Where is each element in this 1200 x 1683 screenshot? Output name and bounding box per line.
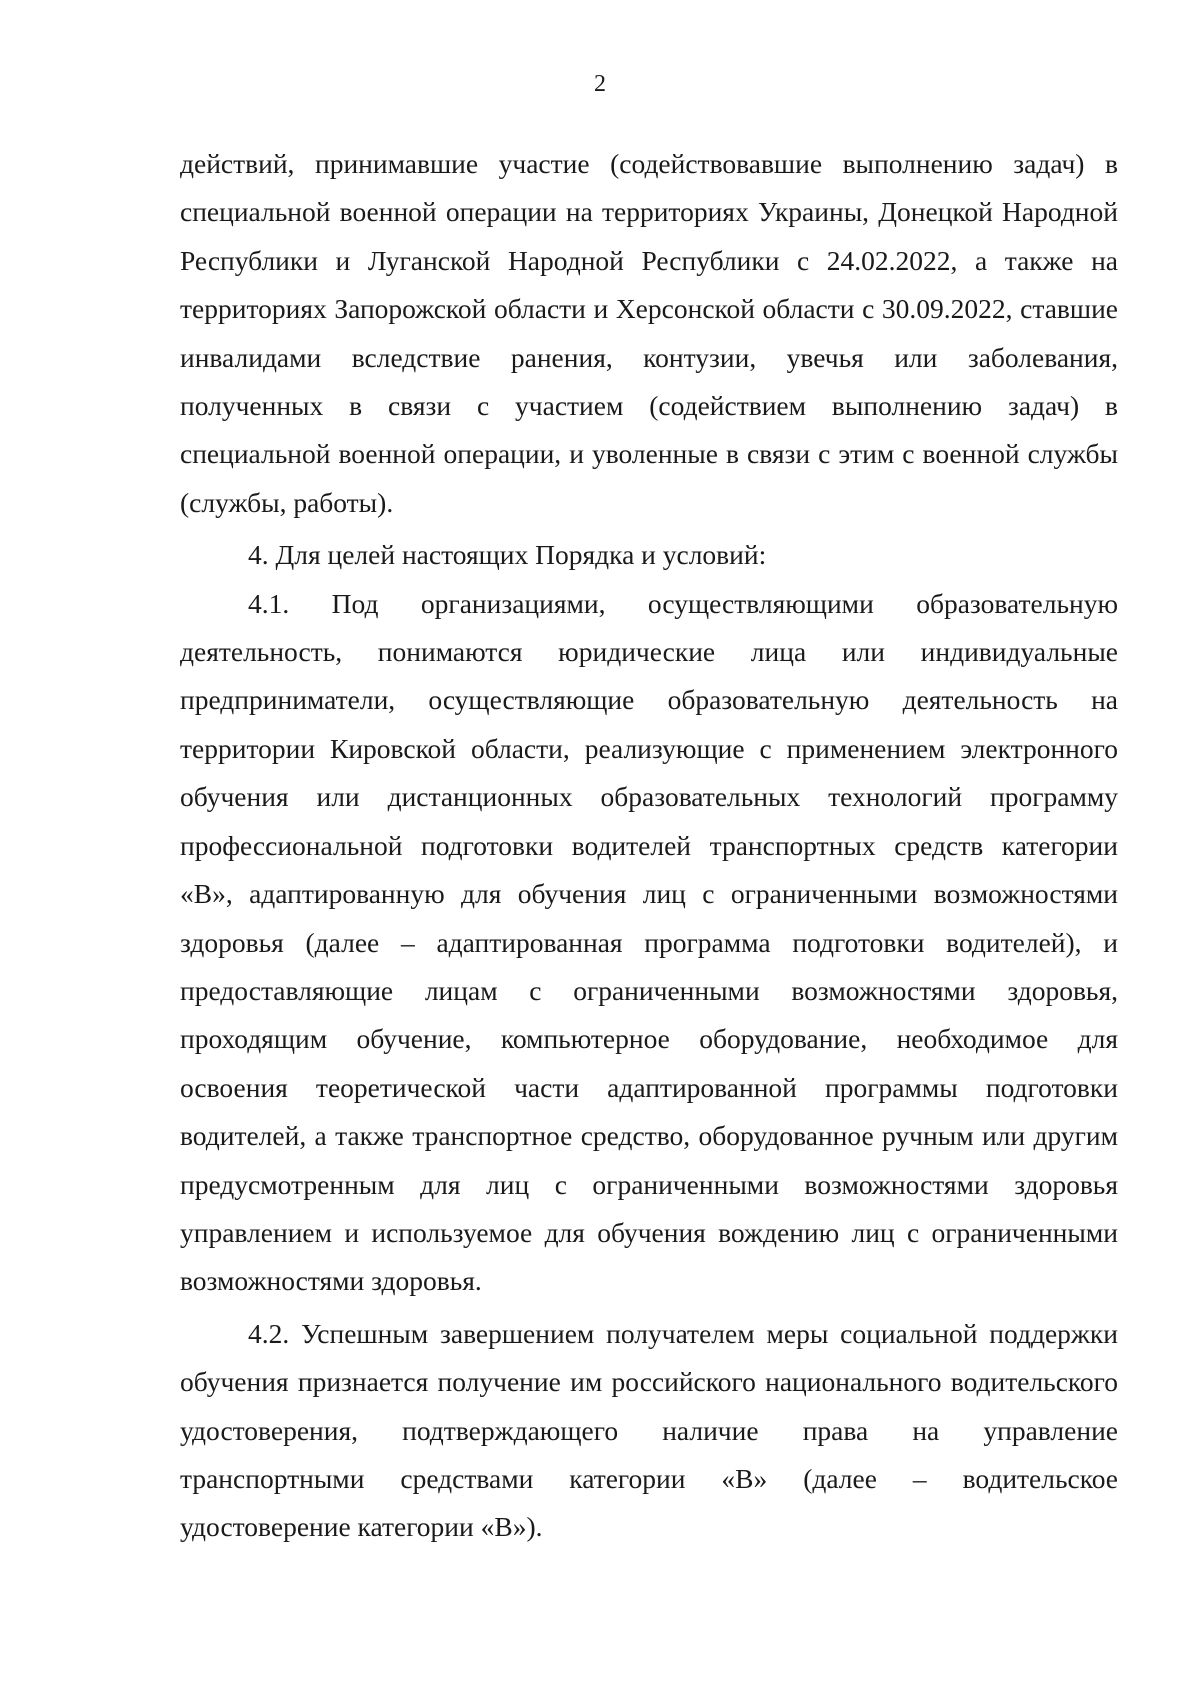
paragraph-item-4-1: 4.1. Под организациями, осуществляющими образовательную деятельность, понимаются юридические лица или индивидуальные предприниматели, осуществляющие образовательную деятельность на территории Кировской области, реализующие с применением электронного обучения или дистанционных образовательных технологий программу профессиональной подготовки водителей транспортных средств категории «В», адаптированную для обучения лиц с ограниченными возможностями здоровья (далее – адаптированная программа подготовки водителей), и предоставляющие лицам с ограниченными возможностями здоровья, проходящим обучение, компьютерное оборудование, необходимое для освоения теоретической части адаптированной программы подготовки водителей, а также транспортное средство, оборудованное ручным или другим предусмотренным для лиц с ограниченными возможностями здоровья управлением и используемое для обучения вождению лиц с ограниченными возможностями здоровья. — [180, 587, 1118, 1297]
document-body — [180, 140, 1118, 1552]
paragraph-continuation: действий, принимавшие участие (содействовавшие выполнению задач) в специальной военной операции на территориях Украины, Донецкой Народной Республики и Луганской Народной Республики с 24.02.2022, а также на территориях Запорожской области и Херсонской области с 30.09.2022, ставшие инвалидами вследствие ранения, контузии, увечья или заболевания, полученных в связи с участием (содействием выполнению задач) в специальной военной операции, и уволенные в связи с этим с военной службы (службы, работы). — [180, 148, 1118, 518]
page-number: 2 — [594, 71, 606, 97]
paragraph-item-4: 4. Для целей настоящих Порядка и условий: — [248, 539, 767, 571]
paragraph-item-4-2: 4.2. Успешным завершением получателем меры социальной поддержки обучения признается получение им российского национального водительского удостоверения, подтверждающего наличие права на управление транспортными средствами категории «В» (далее – водительское удостоверение категории «В»). — [180, 1317, 1118, 1543]
